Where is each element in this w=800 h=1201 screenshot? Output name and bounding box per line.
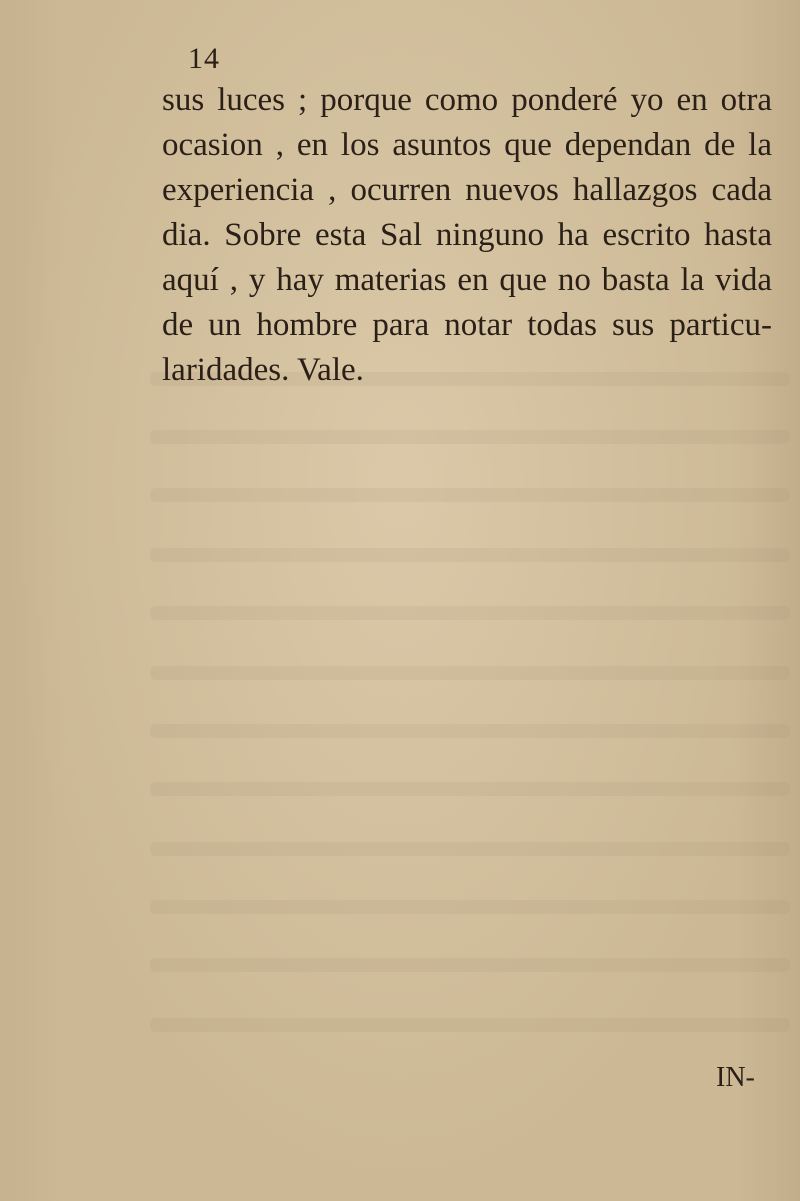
show-through-line	[150, 430, 790, 444]
show-through-line	[150, 1018, 790, 1032]
show-through-line	[150, 782, 790, 796]
show-through-line	[150, 666, 790, 680]
show-through-line	[150, 606, 790, 620]
text-line: sus luces ; porque como ponderé yo en otra	[162, 82, 772, 118]
catchword: IN-	[716, 1062, 755, 1093]
text-line: experiencia , ocurren nuevos hallazgos cada	[162, 172, 772, 208]
show-through-line	[150, 958, 790, 972]
page-number: 14	[188, 42, 220, 75]
show-through-line	[150, 842, 790, 856]
text-line: de un hombre para notar todas sus particu-	[162, 307, 772, 343]
show-through-line	[150, 900, 790, 914]
show-through-line	[150, 724, 790, 738]
text-line: laridades. Vale.	[162, 352, 364, 388]
show-through-line	[150, 488, 790, 502]
text-line: ocasion , en los asuntos que dependan de la	[162, 127, 772, 163]
text-line: aquí , y hay materias en que no basta la vida	[162, 262, 772, 298]
text-line: dia. Sobre esta Sal ninguno ha escrito hasta	[162, 217, 772, 253]
show-through-line	[150, 548, 790, 562]
body-text	[162, 78, 772, 393]
